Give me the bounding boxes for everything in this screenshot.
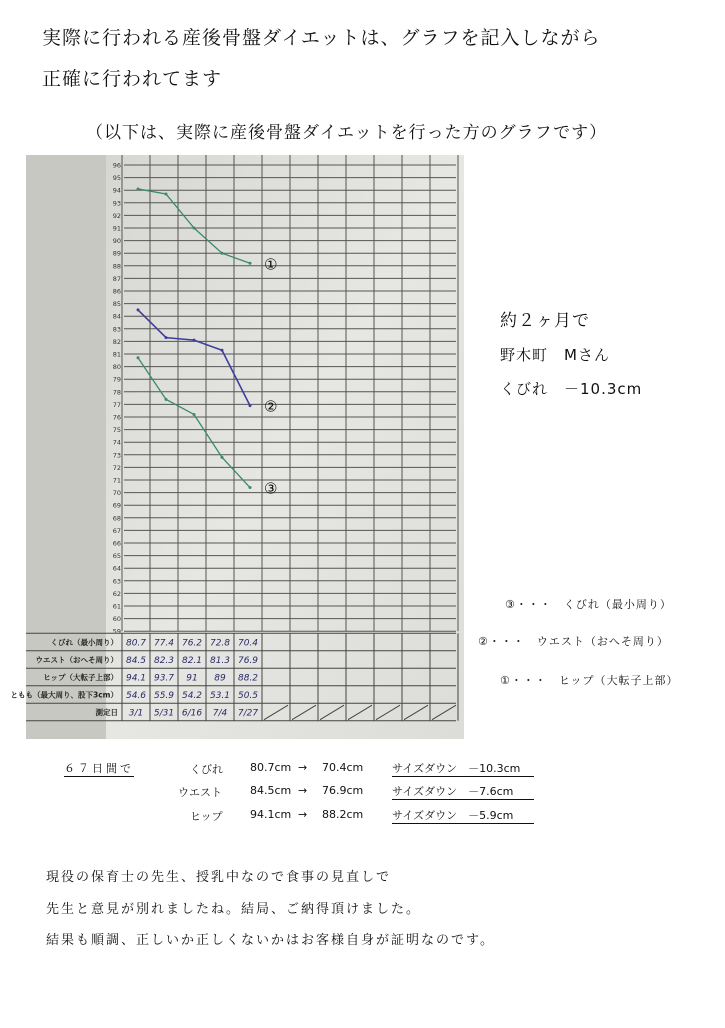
side-result: くびれ －10.3cm xyxy=(500,380,643,398)
data-point xyxy=(165,336,168,339)
table-cell-value: 54.6 xyxy=(125,691,147,702)
y-tick-label: 84 xyxy=(112,312,121,321)
table-cell-value: 88.2 xyxy=(237,673,259,684)
summary-result-2: サイズダウン －7.6cm xyxy=(392,783,534,800)
table-row-label: くびれ（最小周り） xyxy=(50,638,118,648)
y-tick-label: 81 xyxy=(112,350,121,359)
y-tick-label: 83 xyxy=(112,325,121,334)
summary-arrow-3: → xyxy=(298,808,308,821)
summary-result-1: サイズダウン －10.3cm xyxy=(392,760,534,777)
data-point xyxy=(137,187,140,190)
series-label: ③ xyxy=(264,479,278,498)
legend-item-1: ①・・・ ヒップ（大転子上部） xyxy=(500,674,679,687)
y-tick-label: 62 xyxy=(112,589,121,598)
y-tick-label: 82 xyxy=(112,337,121,346)
side-period: 約２ヶ月で xyxy=(500,311,590,331)
summary-to-3: 88.2cm xyxy=(322,808,364,821)
y-tick-label: 74 xyxy=(112,438,121,447)
summary-to-1: 70.4cm xyxy=(322,761,364,774)
paper-sheet xyxy=(106,155,464,739)
table-cell-value: 76.2 xyxy=(181,638,203,649)
table-cell-value: 50.5 xyxy=(237,691,259,702)
y-tick-label: 60 xyxy=(112,615,121,624)
y-tick-label: 76 xyxy=(112,413,121,422)
y-tick-label: 67 xyxy=(112,526,121,535)
body-line-2: 先生と意見が別れましたね。結局、ご納得頂けました。 xyxy=(46,902,422,917)
series-label: ① xyxy=(264,255,278,274)
table-cell-value: 3/1 xyxy=(128,708,144,719)
table-cell-value: 6/16 xyxy=(181,708,203,719)
data-point xyxy=(165,398,168,401)
summary-to-2: 76.9cm xyxy=(322,784,364,797)
table-cell-value: 7/27 xyxy=(237,708,259,719)
y-tick-label: 85 xyxy=(112,300,121,309)
body-line-3: 結果も順調、正しいか正しくないかはお客様自身が証明なのです。 xyxy=(46,933,495,948)
data-point xyxy=(193,227,196,230)
data-point xyxy=(137,356,140,359)
y-tick-label: 80 xyxy=(112,363,121,372)
data-point xyxy=(193,413,196,416)
table-cell-value: 55.9 xyxy=(153,691,175,702)
y-tick-label: 90 xyxy=(112,237,121,246)
body-line-1: 現役の保育士の先生、授乳中なので食事の見直しで xyxy=(46,870,392,885)
y-tick-label: 61 xyxy=(112,602,121,611)
y-tick-label: 66 xyxy=(112,539,121,548)
y-tick-label: 88 xyxy=(112,262,121,271)
y-tick-label: 92 xyxy=(112,211,121,220)
y-tick-label: 87 xyxy=(112,274,121,283)
table-row-label: ヒップ（大転子上部） xyxy=(43,673,118,683)
y-tick-label: 65 xyxy=(112,552,121,561)
summary-from-3: 94.1cm xyxy=(250,808,292,821)
table-cell-value: 53.1 xyxy=(209,691,231,702)
y-tick-label: 68 xyxy=(112,514,121,523)
summary-item-2: ウエスト xyxy=(178,786,222,799)
y-tick-label: 77 xyxy=(112,400,121,409)
summary-item-3: ヒップ xyxy=(190,810,223,823)
table-cell-value: 54.2 xyxy=(181,691,203,702)
chart-photo xyxy=(10,155,464,739)
y-tick-label: 59 xyxy=(112,627,121,636)
y-tick-label: 86 xyxy=(112,287,121,296)
table-cell-value: 93.7 xyxy=(153,673,175,684)
data-point xyxy=(221,349,224,352)
legend-item-3: ③・・・ くびれ（最小周り） xyxy=(505,598,672,611)
summary-arrow-1: → xyxy=(298,761,308,774)
legend-item-2: ②・・・ ウエスト（おへそ周り） xyxy=(478,635,669,648)
data-point xyxy=(249,404,252,407)
y-tick-label: 72 xyxy=(112,463,121,472)
y-tick-label: 94 xyxy=(112,186,121,195)
measurement-chart xyxy=(10,155,464,739)
y-tick-label: 89 xyxy=(112,249,121,258)
y-tick-label: 69 xyxy=(112,501,121,510)
data-point xyxy=(193,339,196,342)
heading-note: （以下は、実際に産後骨盤ダイエットを行った方のグラフです） xyxy=(86,123,608,143)
y-tick-label: 70 xyxy=(112,489,121,498)
summary-from-2: 84.5cm xyxy=(250,784,292,797)
table-cell-value: 77.4 xyxy=(153,638,175,649)
table-cell-value: 76.9 xyxy=(237,656,259,667)
table-cell-value: 72.8 xyxy=(209,638,231,649)
y-tick-label: 95 xyxy=(112,174,121,183)
heading-line-1: 実際に行われる産後骨盤ダイエットは、グラフを記入しながら xyxy=(42,27,601,49)
y-tick-label: 93 xyxy=(112,199,121,208)
data-point xyxy=(249,486,252,489)
summary-period: ６７日間で xyxy=(64,762,134,775)
summary-result-3: サイズダウン －5.9cm xyxy=(392,807,534,824)
summary-item-1: くびれ xyxy=(190,763,223,776)
y-tick-label: 75 xyxy=(112,426,121,435)
table-cell-value: 82.1 xyxy=(181,656,203,667)
data-point xyxy=(249,262,252,265)
table-cell-value: 94.1 xyxy=(125,673,147,684)
table-cell-value: 89 xyxy=(214,673,226,684)
table-cell-value: 70.4 xyxy=(237,638,259,649)
side-client-name: 野木町 Mさん xyxy=(500,346,610,364)
series-label: ② xyxy=(264,397,278,416)
table-cell-value: 80.7 xyxy=(125,638,147,649)
table-cell-value: 81.3 xyxy=(209,656,231,667)
data-point xyxy=(221,456,224,459)
heading-line-2: 正確に行われてます xyxy=(42,68,223,90)
y-tick-label: 78 xyxy=(112,388,121,397)
y-tick-label: 64 xyxy=(112,564,121,573)
table-cell-value: 82.3 xyxy=(153,656,175,667)
data-point xyxy=(221,252,224,255)
table-row-label: 測定日 xyxy=(95,708,118,718)
table-cell-value: 91 xyxy=(186,673,198,684)
table-row-label: ウエスト（おへそ周り） xyxy=(35,655,118,665)
table-row-label: ともも（最大周り、股下3cm） xyxy=(10,690,118,700)
data-point xyxy=(137,308,140,311)
y-tick-label: 91 xyxy=(112,224,121,233)
y-tick-label: 71 xyxy=(112,476,121,485)
y-tick-label: 79 xyxy=(112,375,121,384)
y-tick-label: 96 xyxy=(112,161,121,170)
y-tick-label: 63 xyxy=(112,577,121,586)
table-cell-value: 5/31 xyxy=(153,708,175,719)
y-tick-label: 73 xyxy=(112,451,121,460)
summary-arrow-2: → xyxy=(298,784,308,797)
table-cell-value: 84.5 xyxy=(125,656,147,667)
table-cell-value: 7/4 xyxy=(212,708,228,719)
data-point xyxy=(165,192,168,195)
summary-from-1: 80.7cm xyxy=(250,761,292,774)
